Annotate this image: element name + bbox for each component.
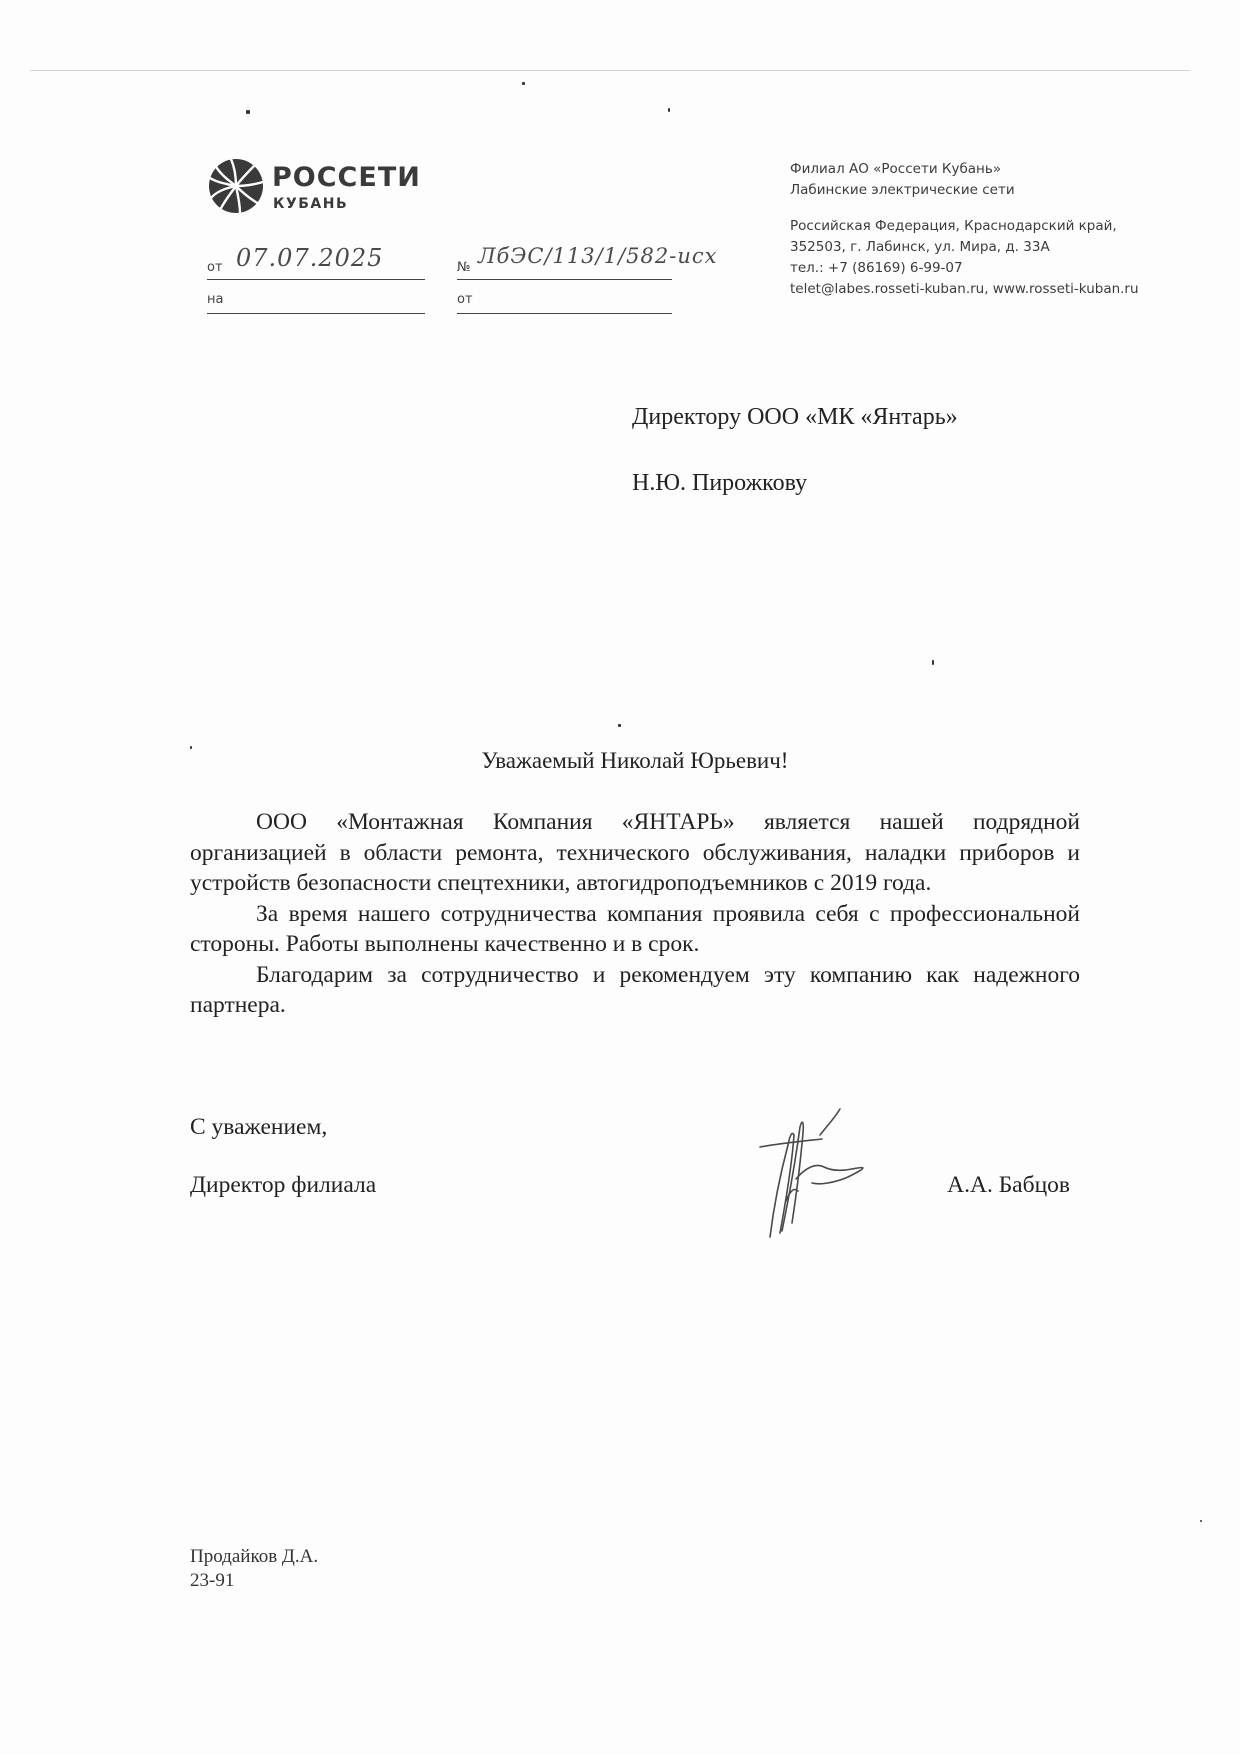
branch-line: 352503, г. Лабинск, ул. Мира, д. 33А: [790, 239, 1050, 255]
body-paragraph: За время нашего сотрудничества компания проявила себя с профессиональной стороны. Работы выполнены качественно и в срок.: [190, 900, 1080, 957]
company-logo: [206, 156, 426, 220]
signer-name: А.А. Бабцов: [947, 1172, 1070, 1198]
reply-from-underline: [457, 313, 672, 314]
date-value: 07.07.2025: [236, 244, 384, 272]
reply-to-label: на: [207, 292, 224, 307]
number-value: ЛбЭС/113/1/582-исх: [478, 244, 718, 268]
branch-info: [790, 159, 1150, 300]
number-label: №: [457, 260, 471, 275]
reply-from-label: от: [457, 292, 473, 307]
closing-phrase: С уважением,: [190, 1114, 328, 1140]
branch-gap: [790, 201, 1150, 216]
addressee-position: Директору ООО «МК «Янтарь»: [632, 404, 958, 430]
signature-row: [190, 1172, 1070, 1212]
signer-title: Директор филиала: [190, 1172, 377, 1198]
executor-block: [190, 1545, 318, 1593]
branch-line: тел.: +7 (86169) 6-99-07: [790, 260, 963, 276]
branch-line: telet@labes.rosseti-kuban.ru, www.rosseti-kuban.ru: [790, 281, 1139, 297]
body-paragraph: Благодарим за сотрудничество и рекомендуем эту компанию как надежного партнера.: [190, 961, 1080, 1018]
date-underline: [207, 279, 425, 280]
body-paragraph: ООО «Монтажная Компания «ЯНТАРЬ» является нашей подрядной организацией в области ремонта, технического обслуживания, наладки приборов и устройств безопасности спецтехники, автогидроподъемников с 2019 года.: [190, 809, 1080, 896]
addressee-name: Н.Ю. Пирожкову: [632, 470, 808, 496]
branch-line: Лабинские электрические сети: [790, 182, 1015, 198]
scan-speck: [246, 110, 250, 114]
branch-line: Российская Федерация, Краснодарский край,: [790, 218, 1117, 234]
scan-speck: [522, 82, 525, 85]
rosseti-logo-icon: [206, 156, 266, 216]
scan-speck: [932, 660, 934, 665]
reply-to-underline: [207, 313, 425, 314]
addressee-block: [632, 402, 958, 534]
date-label: от: [207, 260, 223, 275]
logo-name: РОССЕТИ: [272, 162, 421, 193]
scan-speck: [668, 108, 670, 112]
branch-line: Филиал АО «Россети Кубань»: [790, 161, 1002, 177]
number-underline: [457, 279, 672, 280]
executor-name: Продайков Д.А.: [190, 1546, 319, 1567]
handwritten-signature: [730, 1105, 880, 1245]
scan-edge-line: [30, 70, 1190, 71]
executor-phone: 23-91: [190, 1570, 235, 1591]
scan-speck: [1200, 1520, 1202, 1522]
salutation: Уважаемый Николай Юрьевич!: [481, 748, 789, 773]
logo-subtitle: КУБАНЬ: [273, 196, 349, 212]
letter-body: [190, 807, 1080, 1021]
scan-speck: [618, 724, 621, 727]
